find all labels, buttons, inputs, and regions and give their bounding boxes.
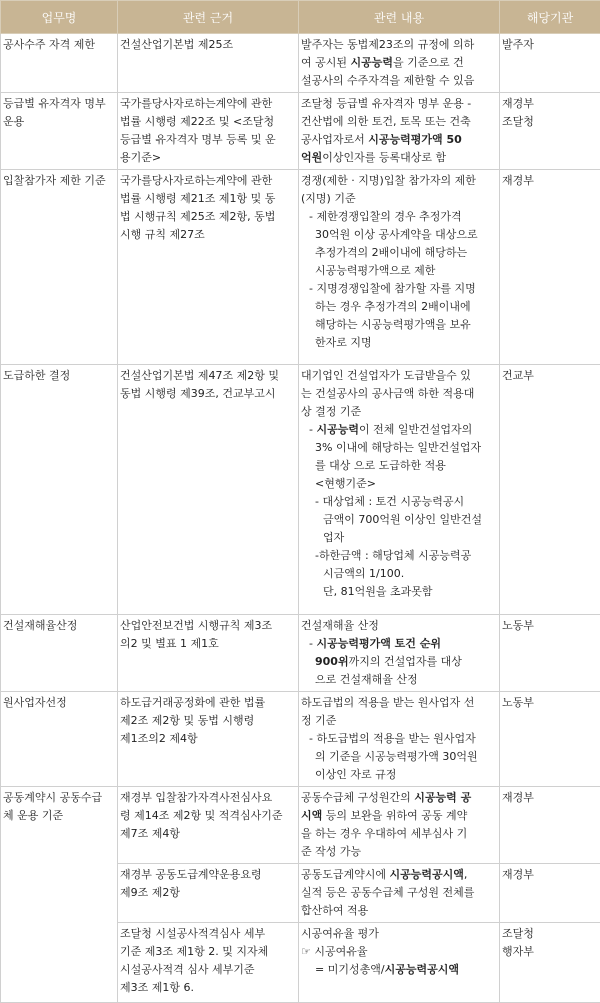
basis-cell-line: 시설공사적격 심사 세부기준 <box>120 961 296 979</box>
content-text: 합산하여 적용 <box>301 904 368 917</box>
basis-cell-line: 제3조 제1항 6. <box>120 979 296 997</box>
content-line <box>301 439 497 457</box>
task-cell-line: 원사업자선정 <box>3 694 115 712</box>
content-text: , <box>464 868 468 881</box>
agency-cell-line: 건교부 <box>502 367 598 385</box>
content-text: 공동도급계약시에 <box>301 868 390 881</box>
content-cell <box>299 34 500 93</box>
basis-cell-line: 제9조 제2항 <box>120 884 296 902</box>
agency-cell-line: 조달청 <box>502 113 598 131</box>
basis-cell-line: 의2 및 별표 1 제1호 <box>120 635 296 653</box>
content-line <box>301 789 497 807</box>
content-text: 을 하는 경우 우대하여 세부심사 기 <box>301 827 467 840</box>
content-line <box>301 843 497 861</box>
content-text: = 미기성총액/ <box>315 963 385 976</box>
content-text: 발주자는 동법제23조의 규정에 의하 <box>301 38 474 51</box>
content-text: 경쟁(제한 · 지명)입찰 참가자의 제한 <box>301 174 476 187</box>
content-text: <현행기준> <box>315 477 376 490</box>
agency-cell <box>500 692 600 787</box>
content-line <box>301 902 497 920</box>
content-text: 하는 경우 추정가격의 2배이내에 <box>315 300 471 313</box>
content-line <box>301 208 497 226</box>
table-row <box>1 615 600 692</box>
task-cell <box>1 170 118 365</box>
content-line <box>301 748 497 766</box>
task-cell <box>1 34 118 93</box>
task-cell <box>1 787 118 1003</box>
content-text: 한자로 지명 <box>315 336 372 349</box>
content-line <box>301 149 497 167</box>
content-line <box>301 961 497 979</box>
content-line <box>301 403 497 421</box>
table-row <box>1 170 600 365</box>
basis-cell <box>118 692 299 787</box>
table-row <box>1 93 600 170</box>
task-cell-line: 도급하한 결정 <box>3 367 115 385</box>
content-cell <box>299 365 500 615</box>
basis-cell-line: 법률 시행령 제22조 및 <조달청 <box>120 113 296 131</box>
task-cell <box>1 93 118 170</box>
basis-cell-line: 건설산업기본법 제25조 <box>120 36 296 54</box>
agency-cell-line: 재경부 <box>502 789 598 807</box>
basis-cell-line: 제2조 제2항 및 동법 시행령 <box>120 712 296 730</box>
agency-cell-line: 노동부 <box>502 617 598 635</box>
basis-cell <box>118 170 299 365</box>
agency-cell-line: 재경부 <box>502 95 598 113</box>
content-line <box>301 766 497 784</box>
content-text: 까지의 건설업자를 대상 <box>349 655 462 668</box>
header-basis: 관련 근거 <box>118 1 299 34</box>
content-line <box>301 72 497 90</box>
highlight-text: 억원 <box>301 151 322 164</box>
header-content: 관련 내용 <box>299 1 500 34</box>
content-line <box>301 617 497 635</box>
content-line <box>301 244 497 262</box>
content-line <box>301 226 497 244</box>
content-text: 건설재해율 산정 <box>301 619 379 632</box>
content-line <box>301 131 497 149</box>
basis-cell <box>118 787 299 864</box>
content-line <box>301 457 497 475</box>
table-row <box>1 365 600 615</box>
content-text: 는 건설공사의 공사금액 하한 적용대 <box>301 387 474 400</box>
content-line <box>301 298 497 316</box>
content-text: 의 기준을 시공능력평가액 30억원 <box>315 750 478 763</box>
content-text: 이상인자를 등록대상로 함 <box>322 151 446 164</box>
agency-cell-line: 행자부 <box>502 943 598 961</box>
basis-cell-line: 조달청 시설공사적격심사 세부 <box>120 925 296 943</box>
content-text: 정 기준 <box>301 714 336 727</box>
agency-cell-line: 재경부 <box>502 172 598 190</box>
content-text: ☞ 시공여유율 <box>301 945 368 958</box>
content-line <box>301 925 497 943</box>
content-text: 금액이 700억원 이상인 일반건설 <box>323 513 482 526</box>
basis-cell-line: 용기준> <box>120 149 296 167</box>
content-line <box>301 694 497 712</box>
basis-cell <box>118 34 299 93</box>
content-text: 공동수급체 구성원간의 <box>301 791 414 804</box>
task-cell <box>1 365 118 615</box>
agency-cell <box>500 864 600 923</box>
content-text: 설공사의 수주자격을 제한할 수 있음 <box>301 74 474 87</box>
agency-cell <box>500 787 600 864</box>
basis-cell-line: 국가를당사자로하는계약에 관한 <box>120 172 296 190</box>
content-text: (지명) 기준 <box>301 192 356 205</box>
agency-cell <box>500 170 600 365</box>
basis-cell <box>118 615 299 692</box>
content-text: 단, 81억원을 초과못함 <box>323 585 433 598</box>
content-text: 준 작성 가능 <box>301 845 361 858</box>
content-text: 대기업인 건설업자가 도급받을수 있 <box>301 369 471 382</box>
content-line <box>301 95 497 113</box>
basis-cell-line: 령 제14조 제2항 및 적격심사기준 <box>120 807 296 825</box>
content-line <box>301 493 497 511</box>
content-text: 시공여유율 평가 <box>301 927 379 940</box>
content-line <box>301 529 497 547</box>
header-row <box>1 1 600 34</box>
basis-cell-line: 재경부 입찰참가자격사전심사요 <box>120 789 296 807</box>
content-line <box>301 280 497 298</box>
task-cell <box>1 692 118 787</box>
highlight-text: 시공능력공시액 <box>390 868 464 881</box>
content-cell <box>299 692 500 787</box>
content-line <box>301 943 497 961</box>
content-line <box>301 730 497 748</box>
highlight-text: 시공능력 공 <box>414 791 471 804</box>
agency-cell <box>500 34 600 93</box>
content-text: 추정가격의 2배이내에 해당하는 <box>315 246 467 259</box>
content-text: 이 전체 일반건설업자의 <box>359 423 472 436</box>
content-text: 를 대상 으로 도급하한 적용 <box>315 459 446 472</box>
basis-cell <box>118 864 299 923</box>
content-text: 3% 이내에 해당하는 일반건설업자 <box>315 441 481 454</box>
content-text: 건산법에 의한 토건, 토목 또는 건축 <box>301 115 471 128</box>
task-cell-line: 공사수주 자격 제한 <box>3 36 115 54</box>
header-agency: 해당기관 <box>500 1 600 34</box>
agency-cell <box>500 365 600 615</box>
content-text: 이상인 자로 규정 <box>315 768 396 781</box>
basis-cell <box>118 93 299 170</box>
content-line <box>301 190 497 208</box>
content-line <box>301 671 497 689</box>
content-text: 실적 등은 공동수급체 구성원 전체를 <box>301 886 474 899</box>
basis-cell-line: 법률 시행령 제21조 제1항 및 동 <box>120 190 296 208</box>
content-text: 업자 <box>323 531 344 544</box>
content-line <box>301 866 497 884</box>
content-text: -하한금액 : 해당업체 시공능력공 <box>315 549 471 562</box>
content-line <box>301 113 497 131</box>
content-text: 으로 건설재해율 산정 <box>315 673 418 686</box>
highlight-text: 시공능력공시액 <box>385 963 459 976</box>
basis-cell-line: 법 시행규칙 제25조 제2항, 동법 <box>120 208 296 226</box>
content-line <box>301 36 497 54</box>
task-cell <box>1 615 118 692</box>
content-line <box>301 475 497 493</box>
content-text: 을 기준으로 건 <box>393 56 464 69</box>
content-cell <box>299 170 500 365</box>
content-line <box>301 583 497 601</box>
content-text: - 지명경쟁입찰에 참가할 자를 지명 <box>309 282 476 295</box>
table-row <box>1 787 600 864</box>
content-line <box>301 54 497 72</box>
agency-cell <box>500 615 600 692</box>
agency-cell-line: 조달청 <box>502 925 598 943</box>
highlight-text: 900위 <box>315 655 349 668</box>
content-text: 여 공시된 <box>301 56 351 69</box>
agency-cell-line: 노동부 <box>502 694 598 712</box>
content-text: - <box>309 637 316 650</box>
basis-cell-line: 시행 규칙 제27조 <box>120 226 296 244</box>
content-line <box>301 547 497 565</box>
highlight-text: 시공능력평가액 50 <box>368 133 462 146</box>
basis-cell-line: 제1조의2 제4항 <box>120 730 296 748</box>
highlight-text: 시공능력 <box>351 56 394 69</box>
basis-cell-line: 등급별 유자격자 명부 등록 및 운 <box>120 131 296 149</box>
basis-cell-line: 동법 시행령 제39조, 건교부고시 <box>120 385 296 403</box>
content-text: - 대상업체 : 토건 시공능력공시 <box>315 495 464 508</box>
content-line <box>301 316 497 334</box>
content-cell <box>299 787 500 864</box>
content-text: 조달청 등급별 유자격자 명부 운용 - <box>301 97 471 110</box>
content-line <box>301 712 497 730</box>
table-row <box>1 34 600 93</box>
task-cell-line: 체 운용 기준 <box>3 807 115 825</box>
content-line <box>301 825 497 843</box>
content-text: 시금액의 1/100. <box>323 567 404 580</box>
highlight-text: 시공능력 <box>316 423 359 436</box>
content-text: 상 결정 기준 <box>301 405 361 418</box>
basis-cell <box>118 365 299 615</box>
table-row <box>1 692 600 787</box>
content-cell <box>299 864 500 923</box>
content-line <box>301 807 497 825</box>
content-line <box>301 334 497 352</box>
content-text: - 제한경쟁입찰의 경우 추정가격 <box>309 210 462 223</box>
task-cell-line: 운용 <box>3 113 115 131</box>
content-line <box>301 884 497 902</box>
basis-cell-line: 제7조 제4항 <box>120 825 296 843</box>
content-line <box>301 511 497 529</box>
content-text: 등의 보완을 위하여 공동 계약 <box>322 809 467 822</box>
basis-cell-line: 기준 제3조 제1항 2. 및 지자체 <box>120 943 296 961</box>
basis-cell-line: 국가를당사자로하는계약에 관한 <box>120 95 296 113</box>
task-cell-line: 건설재해율산정 <box>3 617 115 635</box>
content-text: 해당하는 시공능력평가액을 보유 <box>315 318 471 331</box>
basis-cell-line: 하도급거래공정화에 관한 법률 <box>120 694 296 712</box>
task-cell-line: 공동계약시 공동수급 <box>3 789 115 807</box>
task-cell-line: 입찰참가자 제한 기준 <box>3 172 115 190</box>
header-task: 업무명 <box>1 1 118 34</box>
content-cell <box>299 615 500 692</box>
agency-cell-line: 재경부 <box>502 866 598 884</box>
highlight-text: 시액 <box>301 809 322 822</box>
content-cell <box>299 93 500 170</box>
content-text: - <box>309 423 316 436</box>
content-line <box>301 367 497 385</box>
content-text: 시공능력평가액으로 제한 <box>315 264 435 277</box>
highlight-text: 시공능력평가액 토건 순위 <box>316 637 441 650</box>
content-line <box>301 653 497 671</box>
content-text: 30억원 이상 공사계약을 대상으로 <box>315 228 478 241</box>
content-text: - 하도급법의 적용을 받는 원사업자 <box>309 732 476 745</box>
content-line <box>301 635 497 653</box>
content-line <box>301 421 497 439</box>
content-text: 공사업자로서 <box>301 133 368 146</box>
agency-cell-line: 발주자 <box>502 36 598 54</box>
content-line <box>301 565 497 583</box>
basis-cell-line: 재경부 공동도급계약운용요령 <box>120 866 296 884</box>
content-line <box>301 262 497 280</box>
agency-cell <box>500 93 600 170</box>
basis-cell-line: 산업안전보건법 시행규칙 제3조 <box>120 617 296 635</box>
task-cell-line: 등급별 유자격자 명부 <box>3 95 115 113</box>
content-line <box>301 385 497 403</box>
basis-cell-line: 건설산업기본법 제47조 제2항 및 <box>120 367 296 385</box>
content-line <box>301 172 497 190</box>
content-text: 하도급법의 적용을 받는 원사업자 선 <box>301 696 474 709</box>
